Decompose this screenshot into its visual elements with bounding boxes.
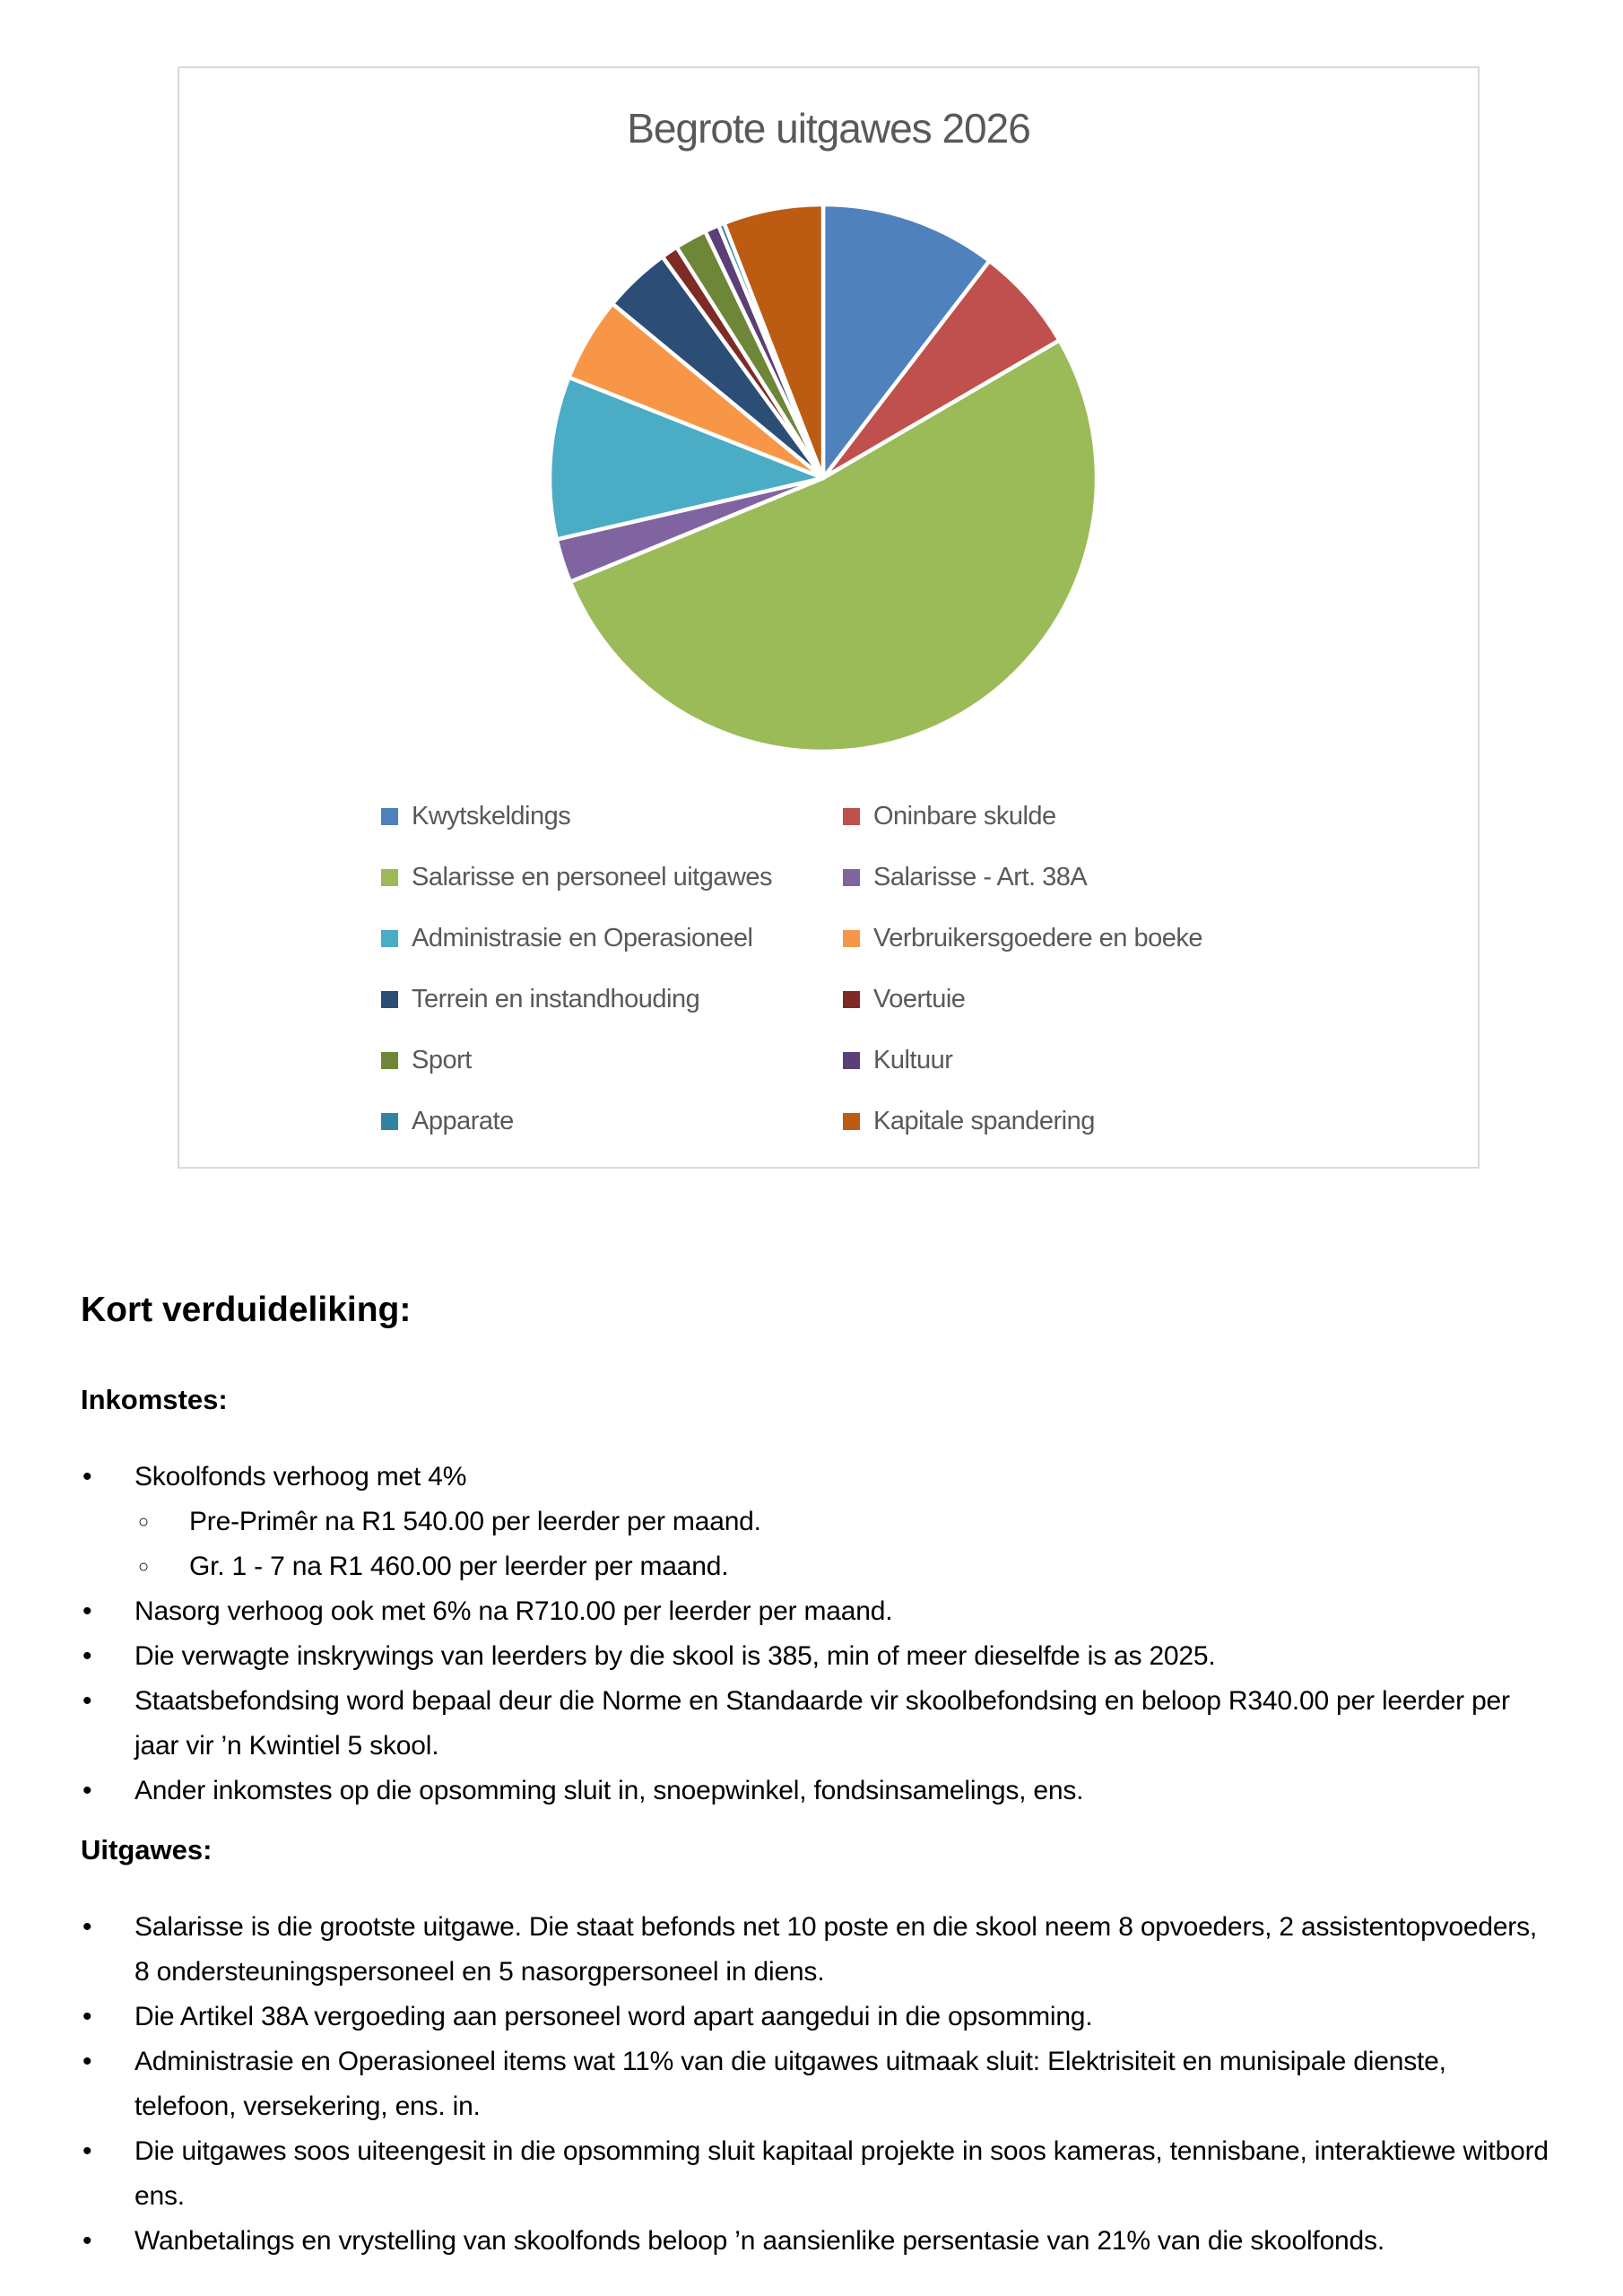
- legend-swatch-icon: [381, 930, 398, 947]
- pie-chart: [527, 182, 1119, 774]
- legend-label: Sport: [412, 1045, 472, 1074]
- bullet-item: [81, 2219, 1551, 2264]
- legend-swatch-icon: [843, 1113, 860, 1130]
- legend-item-4: [843, 863, 1202, 892]
- legend-label: Verbruikersgoedere en boeke: [873, 923, 1202, 952]
- bullet-marker: •: [82, 1641, 92, 1671]
- legend-swatch-icon: [381, 1052, 398, 1069]
- bullet-text: Die verwagte inskrywings van leerders by die skool is 385, min of meer dieselfde is as 2025.: [135, 1641, 1216, 1671]
- bullet-text: Salarisse is die grootste uitgawe. Die staat befonds net 10 poste en die skool neem 8 opvoeders, 2 assistentopvoeders, 8 ondersteuningspersoneel en 5 nasorgpersoneel in diens.: [135, 1912, 1538, 1987]
- legend-swatch-icon: [381, 869, 398, 886]
- legend-item-5: [381, 924, 843, 953]
- bullet-item: [81, 1455, 1551, 1500]
- bullet-text: Nasorg verhoog ook met 6% na R710.00 per leerder per maand.: [135, 1596, 893, 1626]
- bullet-item: [81, 2129, 1551, 2219]
- bullet-text: Wanbetalings en vrystelling van skoolfonds beloop ’n aansienlike persentasie van 21% van die skoolfonds.: [135, 2226, 1384, 2256]
- legend-swatch-icon: [843, 1052, 860, 1069]
- legend-label: Administrasie en Operasioneel: [412, 923, 753, 952]
- sub-bullet-item: [81, 1544, 1551, 1589]
- bullet-text: Staatsbefondsing word bepaal deur die Norme en Standaarde vir skoolbefondsing en beloop R340.00 per leerder per jaar vir ’n Kwintiel 5 skool.: [135, 1686, 1510, 1761]
- bullet-item: [81, 1995, 1551, 2039]
- chart-card: [178, 66, 1480, 1169]
- legend-label: Terrein en instandhouding: [412, 984, 700, 1013]
- bullet-item: [81, 1769, 1551, 1813]
- bullet-item: [81, 1589, 1551, 1634]
- bullet-item: [81, 1634, 1551, 1679]
- bullet-marker: ○: [138, 1512, 149, 1532]
- legend-item-10: [843, 1046, 1202, 1075]
- explanation-heading: Kort verduideliking:: [81, 1291, 412, 1329]
- legend-swatch-icon: [381, 991, 398, 1008]
- bullet-marker: •: [82, 1596, 92, 1626]
- legend-item-1: [381, 802, 843, 831]
- legend-label: Apparate: [412, 1106, 514, 1135]
- legend-label: Salarisse en personeel uitgawes: [412, 862, 773, 891]
- chart-legend: [381, 786, 1202, 1152]
- explanation-section: [81, 1290, 1551, 2264]
- bullet-item: [81, 1679, 1551, 1769]
- legend-item-7: [381, 985, 843, 1014]
- legend-swatch-icon: [843, 869, 860, 886]
- sub-bullet-item: [81, 1500, 1551, 1544]
- bullet-marker: •: [82, 1462, 92, 1492]
- bullet-text: Pre-Primêr na R1 540.00 per leerder per maand.: [189, 1507, 761, 1536]
- bullet-marker: •: [82, 1776, 92, 1805]
- bullet-marker: •: [82, 2047, 92, 2076]
- bullet-marker: •: [82, 2136, 92, 2166]
- bullet-marker: •: [82, 2226, 92, 2256]
- bullet-text: Administrasie en Operasioneel items wat 11% van die uitgawes uitmaak sluit: Elektrisiteit en munisipale dienste, telefoon, versekering, ens. in.: [135, 2047, 1446, 2121]
- explanation-body: [81, 1385, 1551, 2264]
- section-heading-1: Inkomstes:: [81, 1384, 228, 1415]
- legend-label: Kwytskeldings: [412, 801, 571, 831]
- legend-item-12: [843, 1107, 1202, 1136]
- bullet-text: Die uitgawes soos uiteengesit in die opsomming sluit kapitaal projekte in soos kameras, tennisbane, interaktiewe witbord ens.: [135, 2136, 1549, 2211]
- bullet-marker: ○: [138, 1557, 149, 1577]
- bullet-marker: •: [82, 2002, 92, 2031]
- legend-item-9: [381, 1046, 843, 1075]
- legend-label: Voertuie: [873, 984, 966, 1013]
- legend-item-2: [843, 802, 1202, 831]
- legend-swatch-icon: [843, 930, 860, 947]
- bullet-item: [81, 1905, 1551, 1995]
- legend-item-3: [381, 863, 843, 892]
- legend-item-11: [381, 1107, 843, 1136]
- bullet-text: Die Artikel 38A vergoeding aan personeel word apart aangedui in die opsomming.: [135, 2002, 1093, 2031]
- legend-swatch-icon: [843, 808, 860, 825]
- legend-swatch-icon: [381, 1113, 398, 1130]
- bullet-text: Gr. 1 - 7 na R1 460.00 per leerder per maand.: [189, 1552, 729, 1581]
- legend-label: Salarisse - Art. 38A: [873, 862, 1088, 891]
- legend-swatch-icon: [843, 991, 860, 1008]
- legend-label: Kultuur: [873, 1045, 953, 1074]
- bullet-marker: •: [82, 1686, 92, 1716]
- chart-title: Begrote uitgawes 2026: [627, 105, 1030, 152]
- legend-swatch-icon: [381, 808, 398, 825]
- legend-item-6: [843, 924, 1202, 953]
- bullet-text: Ander inkomstes op die opsomming sluit in, snoepwinkel, fondsinsamelings, ens.: [135, 1776, 1084, 1805]
- bullet-text: Skoolfonds verhoog met 4%: [135, 1462, 467, 1492]
- bullet-marker: •: [82, 1912, 92, 1942]
- legend-label: Kapitale spandering: [873, 1106, 1095, 1135]
- bullet-item: [81, 2039, 1551, 2129]
- legend-label: Oninbare skulde: [873, 801, 1056, 831]
- section-heading-2: Uitgawes:: [81, 1834, 213, 1866]
- legend-item-8: [843, 985, 1202, 1014]
